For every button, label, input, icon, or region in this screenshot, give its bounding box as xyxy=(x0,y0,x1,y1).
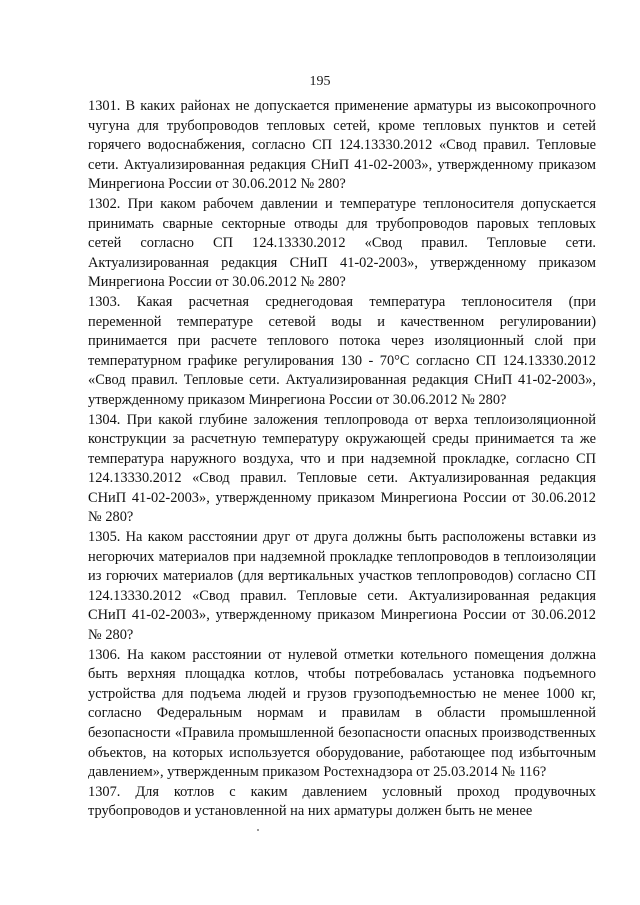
question-1301: 1301. В каких районах не допускается применение арматуры из высокопрочного чугуна для трубопроводов тепловых сетей, кроме тепловых пунктов и сетей горячего водоснабжения, согласно СП 124.13330.2012 «Свод правил. Тепловые сети. Актуализированная редакция СНиП 41-02-2003», утвержденному приказом Минрегиона России от 30.06.2012 № 280? xyxy=(88,98,596,193)
page-number: 195 xyxy=(309,74,331,89)
question-1305: 1305. На каком расстоянии друг от друга должны быть расположены вставки из негорючих материалов при надземной прокладке теплопроводов в теплоизоляции из горючих материалов (для вертикальных участков теплопроводов) согласно СП 124.13330.2012 «Свод правил. Тепловые сети. Актуализированная редакция СНиП 41-02-2003», утвержденному приказом Минрегиона России от 30.06.2012 № 280? xyxy=(88,529,596,644)
question-1306: 1306. На каком расстоянии от нулевой отметки котельного помещения должна быть верхняя площадка котлов, чтобы потребовалась установка подъемного устройства для подъема людей и грузов грузоподъемностью не менее 1000 кг, согласно Федеральным нормам и правилам в области промышленной безопасности «Правила промышленной безопасности опасных производственных объектов, на которых используется оборудование, работающее под избыточным давлением», утвержденным приказом Ростехнадзора от 25.03.2014 № 116? xyxy=(88,646,596,781)
question-1307: 1307. Для котлов с каким давлением условный проход продувочных трубопроводов и установленной на них арматуры должен быть не менее xyxy=(88,783,596,820)
question-1303: 1303. Какая расчетная среднегодовая температура теплоносителя (при переменной температуре сетевой воды и качественном регулировании) принимается при расчете теплового потока через изоляционный слой при температурном графике регулирования 130 - 70°С согласно СП 124.13330.2012 «Свод правил. Тепловые сети. Актуализированная редакция СНиП 41-02-2003», утвержденному приказом Минрегиона России от 30.06.2012 № 280? xyxy=(88,293,596,408)
scan-speck xyxy=(257,829,259,831)
questions-list xyxy=(88,97,596,822)
question-1302: 1302. При каком рабочем давлении и температуре теплоносителя допускается принимать сварные секторные отводы для трубопроводов паровых тепловых сетей согласно СП 124.13330.2012 «Свод правил. Тепловые сети. Актуализированная редакция СНиП 41-02-2003», утвержденному приказом Минрегиона России от 30.06.2012 № 280? xyxy=(88,195,596,291)
question-1304: 1304. При какой глубине заложения теплопровода от верха теплоизоляционной конструкции за расчетную температуру окружающей среды принимается та же температура наружного воздуха, что и при надземной прокладке, согласно СП 124.13330.2012 «Свод правил. Тепловые сети. Актуализированная редакция СНиП 41-02-2003», утвержденному приказом Минрегиона России от 30.06.2012 № 280? xyxy=(88,411,596,526)
